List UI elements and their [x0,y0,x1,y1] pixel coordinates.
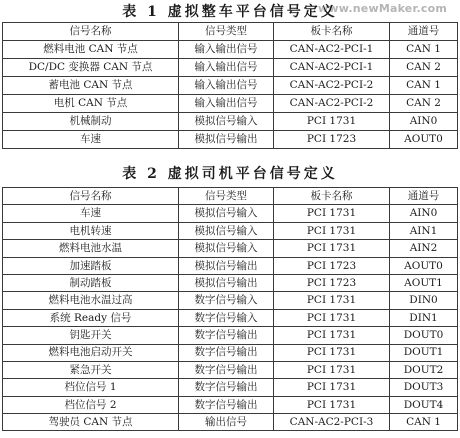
table-cell: 电机转速 [3,222,179,239]
table-cell: PCI 1731 [274,344,390,361]
table-cell: 紧急开关 [3,361,179,378]
table-cell: CAN 2 [390,59,458,77]
table-cell: AOUT0 [390,257,458,274]
table-cell: PCI 1723 [274,257,390,274]
column-header: 信号类型 [179,23,274,41]
table-row [3,414,458,431]
table-cell: 加速踏板 [3,257,179,274]
table-cell: DIN0 [390,292,458,309]
table-cell: 模拟信号输出 [179,257,274,274]
table-cell: 数字信号输出 [179,327,274,344]
header-row [3,188,458,205]
column-header: 板卡名称 [274,23,390,41]
table-cell: DOUT2 [390,361,458,378]
table-cell: 电机 CAN 节点 [3,95,179,113]
table-cell: 系统 Ready 信号 [3,309,179,326]
table-cell: 输入输出信号 [179,59,274,77]
table-cell: PCI 1731 [274,327,390,344]
vehicle-platform-signal-table [2,22,458,149]
table-cell: 燃料电池水温 [3,240,179,257]
table-cell: PCI 1723 [274,131,390,149]
header-row [3,23,458,41]
column-header: 信号名称 [3,188,179,205]
table-cell: 蓄电池 CAN 节点 [3,77,179,95]
table-row [3,257,458,274]
table-cell: PCI 1731 [274,240,390,257]
table-cell: CAN 2 [390,95,458,113]
table-row [3,113,458,131]
table-cell: 输出信号 [179,414,274,431]
table-cell: DOUT4 [390,396,458,413]
table-cell: 模拟信号输入 [179,113,274,131]
table-cell: 数字信号输出 [179,379,274,396]
table-cell: 车速 [3,205,179,222]
table-row [3,77,458,95]
table-cell: AOUT0 [390,131,458,149]
table-cell: PCI 1731 [274,379,390,396]
table-cell: 模拟信号输入 [179,240,274,257]
table-cell: DOUT3 [390,379,458,396]
table-cell: 燃料电池 CAN 节点 [3,41,179,59]
table-cell: 档位信号 1 [3,379,179,396]
table-cell: DIN1 [390,309,458,326]
table-cell: PCI 1731 [274,309,390,326]
table-cell: AIN1 [390,222,458,239]
table-row [3,379,458,396]
table-cell: PCI 1731 [274,222,390,239]
table-row [3,361,458,378]
table-row [3,41,458,59]
table-cell: CAN-AC2-PCI-1 [274,59,390,77]
table-cell: PCI 1731 [274,113,390,131]
table-cell: AOUT1 [390,274,458,291]
column-header: 通道号 [390,188,458,205]
table-row [3,95,458,113]
table-cell: AIN0 [390,205,458,222]
table-row [3,131,458,149]
table-cell: 输入输出信号 [179,77,274,95]
table-cell: 驾驶员 CAN 节点 [3,414,179,431]
table-cell: 模拟信号输入 [179,222,274,239]
table-cell: CAN-AC2-PCI-2 [274,95,390,113]
table-row [3,396,458,413]
table-cell: CAN 1 [390,41,458,59]
table-cell: DOUT0 [390,327,458,344]
table-cell: 燃料电池水温过高 [3,292,179,309]
table-cell: 输入输出信号 [179,41,274,59]
driver-platform-signal-table [2,187,458,431]
table-row [3,344,458,361]
watermark-text: www.newMaker.com [318,2,448,15]
table-cell: PCI 1731 [274,205,390,222]
table-cell: 制动踏板 [3,274,179,291]
table-cell: 数字信号输出 [179,396,274,413]
table-cell: CAN-AC2-PCI-1 [274,41,390,59]
table1-caption: 表 1 虚拟整车平台信号定义 [122,4,338,20]
table-row [3,205,458,222]
table-cell: 数字信号输入 [179,292,274,309]
table-cell: PCI 1731 [274,361,390,378]
table-cell: 钥匙开关 [3,327,179,344]
table-row [3,222,458,239]
table-row [3,274,458,291]
table-cell: CAN-AC2-PCI-3 [274,414,390,431]
table-cell: 模拟信号输出 [179,274,274,291]
column-header: 板卡名称 [274,188,390,205]
table-cell: CAN 1 [390,77,458,95]
table-cell: 数字信号输出 [179,361,274,378]
table-cell: 模拟信号输入 [179,205,274,222]
table-cell: AIN2 [390,240,458,257]
table2-caption: 表 2 虚拟司机平台信号定义 [122,166,338,182]
column-header: 通道号 [390,23,458,41]
table-cell: 机械制动 [3,113,179,131]
table-cell: 数字信号输入 [179,309,274,326]
table-cell: 输入输出信号 [179,95,274,113]
table-cell: PCI 1731 [274,292,390,309]
table-cell: 燃料电池启动开关 [3,344,179,361]
column-header: 信号名称 [3,23,179,41]
table-cell: PCI 1723 [274,274,390,291]
table-cell: AIN0 [390,113,458,131]
column-header: 信号类型 [179,188,274,205]
table-cell: 档位信号 2 [3,396,179,413]
table-row [3,327,458,344]
table-cell: 车速 [3,131,179,149]
table-cell: PCI 1731 [274,396,390,413]
table-cell: 数字信号输出 [179,344,274,361]
table-row [3,309,458,326]
table-cell: DC/DC 变换器 CAN 节点 [3,59,179,77]
table-cell: CAN 1 [390,414,458,431]
table-row [3,292,458,309]
table-row [3,240,458,257]
table-cell: CAN-AC2-PCI-2 [274,77,390,95]
table-row [3,59,458,77]
table-cell: 模拟信号输出 [179,131,274,149]
table-cell: DOUT1 [390,344,458,361]
